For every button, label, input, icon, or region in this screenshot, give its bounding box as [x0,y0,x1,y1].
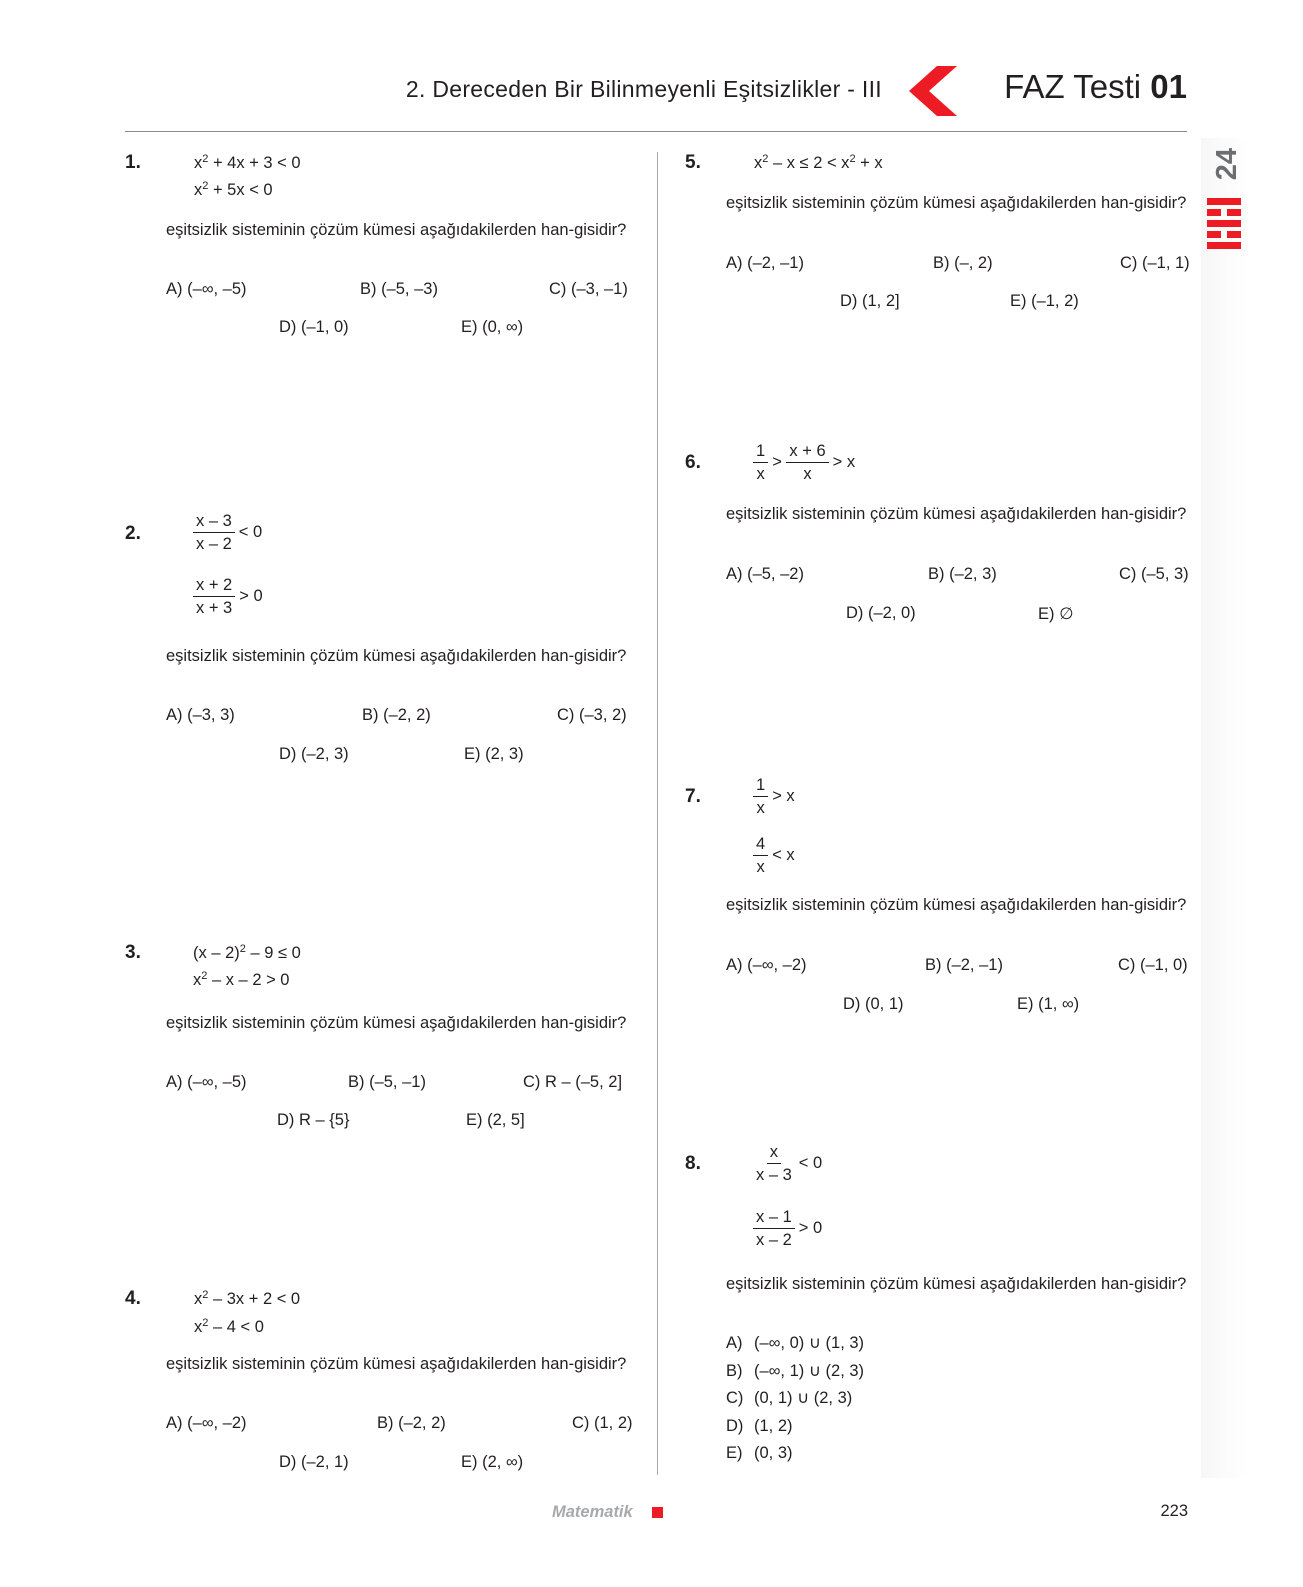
question-5-option-d[interactable]: D) (1, 2] [840,292,900,310]
question-5-option-a[interactable]: A) (–2, –1) [726,254,804,272]
question-6-option-a[interactable]: A) (–5, –2) [726,565,804,583]
option-value: (0, 3) [754,1444,793,1462]
question-7-stem: eşitsizlik sisteminin çözüm kümesi aşağıdakilerden han-gisidir? [726,896,1187,914]
question-3-option-c[interactable]: C) R – (–5, 2] [523,1073,623,1091]
question-8-option-d[interactable] [726,1413,864,1441]
question-1-number: 1. [125,152,141,173]
question-6-number: 6. [685,452,701,473]
question-6-fraction-a-denominator: x [756,465,765,483]
option-value: (–∞, 0) ∪ (1, 3) [754,1334,865,1352]
page-header [125,60,1187,132]
column-divider [657,152,658,1475]
side-tab-number: 24 [1211,148,1243,181]
question-5-option-c[interactable]: C) (–1, 1) [1120,254,1190,272]
question-8-options [726,1330,864,1468]
question-1-stem: eşitsizlik sisteminin çözüm kümesi aşağıdakilerden han-gisidir? [166,221,627,239]
question-8-fraction-1-relation: < 0 [798,1153,823,1172]
question-1-line-2: $x^2 + 5x < 0$ [194,180,273,199]
red-chevron-icon [907,66,959,116]
option-key: A) [726,1334,743,1352]
question-2-fraction-1-numerator: x – 3 [193,510,235,533]
question-3-line-2: $x^2 - x - 2 > 0$ [193,970,290,989]
question-4-stem: eşitsizlik sisteminin çözüm kümesi aşağıdakilerden han-gisidir? [166,1355,627,1373]
question-4-option-a[interactable]: A) (–∞, –2) [166,1414,247,1432]
question-8-option-c[interactable] [726,1385,864,1413]
question-7-fraction-2-numerator: 4 [753,833,768,856]
page-number: 223 [1160,1502,1188,1520]
test-label: FAZ Testi [1004,68,1142,105]
test-number: 01 [1150,68,1187,105]
question-2-option-e[interactable]: E) (2, 3) [464,745,524,763]
question-3-option-a[interactable]: A) (–∞, –5) [166,1073,247,1091]
question-7-option-b[interactable]: B) (–2, –1) [925,956,1003,974]
question-6-fraction-a-numerator: 1 [753,440,768,463]
question-8-option-a[interactable] [726,1330,864,1358]
question-6-option-b[interactable]: B) (–2, 3) [928,565,997,583]
question-7-fraction-1-denominator: x [756,799,765,817]
question-3-option-e[interactable]: E) (2, 5] [466,1111,525,1129]
question-2-stem: eşitsizlik sisteminin çözüm kümesi aşağıdakilerden han-gisidir? [166,647,627,665]
question-8-fraction-1-numerator: x [767,1141,781,1164]
question-8-stem: eşitsizlik sisteminin çözüm kümesi aşağıdakilerden han-gisidir? [726,1275,1187,1293]
question-7-option-a[interactable]: A) (–∞, –2) [726,956,807,974]
question-2-option-c[interactable]: C) (–3, 2) [557,706,627,724]
exponent: 2 [202,1317,209,1329]
question-2-fraction-2-relation: > 0 [239,586,263,605]
question-3-line-1: (x – 2)$^2$ – 9 ≤ 0 [193,943,301,962]
question-1-option-e[interactable]: E) (0, ∞) [461,318,524,336]
question-2-fraction-2-denominator: x + 3 [196,599,233,617]
question-8-option-e[interactable] [726,1440,864,1468]
exponent: 2 [762,153,769,165]
question-6-option-c[interactable]: C) (–5, 3) [1119,565,1189,583]
question-1-option-d[interactable]: D) (–1, 0) [279,318,349,336]
question-6-option-d[interactable]: D) (–2, 0) [846,604,916,622]
question-2-fraction-1-relation: < 0 [238,522,263,541]
question-6-expression [753,440,855,485]
question-5-number: 5. [685,152,701,173]
red-square-icon [652,1507,663,1518]
question-6-relation-end: > x [832,452,856,471]
option-key: B) [726,1361,743,1380]
question-4-option-d[interactable]: D) (–2, 1) [279,1453,349,1471]
exponent: 2 [202,1289,209,1301]
question-1-line-1: $x^2 + 4x + 3 < 0$ [194,153,301,172]
question-2-fraction-2-numerator: x + 2 [193,574,235,597]
exponent: 2 [849,153,856,165]
question-5-option-e[interactable]: E) (–1, 2) [1010,292,1079,310]
question-7-option-d[interactable]: D) (0, 1) [843,995,904,1013]
question-7-option-e[interactable]: E) (1, ∞) [1017,995,1080,1013]
faz-logo-icon [1207,198,1241,254]
question-3-option-b[interactable]: B) (–5, –1) [348,1073,426,1091]
side-strip [1201,138,1249,1478]
question-4-line-1: $x^2 - 3x + 2 < 0$ [194,1289,301,1308]
header-rule [125,131,1187,132]
question-3-number: 3. [125,942,141,963]
question-7-fraction-1-relation: > x [772,786,795,805]
question-1-option-a[interactable]: A) (–∞, –5) [166,280,247,298]
question-7-fraction-2 [753,833,795,878]
footer-subject: Matematik [552,1503,633,1521]
question-6-relation-mid: > [772,452,782,471]
question-6-stem: eşitsizlik sisteminin çözüm kümesi aşağıdakilerden han-gisidir? [726,505,1187,523]
question-7-fraction-1 [753,774,795,819]
question-6-fraction-b-numerator: x + 6 [786,440,828,463]
option-value: (0, 1) ∪ (2, 3) [754,1389,853,1407]
question-8-fraction-1-denominator: x – 3 [756,1166,792,1184]
question-5-stem: eşitsizlik sisteminin çözüm kümesi aşağıdakilerden han-gisidir? [726,194,1187,212]
question-5-option-b[interactable]: B) (–, 2) [933,254,993,272]
exponent: 2 [202,153,209,165]
question-7-fraction-1-numerator: 1 [753,774,768,797]
option-key: E) [726,1444,743,1462]
question-2-fraction-1 [193,510,262,555]
question-2-option-a[interactable]: A) (–3, 3) [166,706,235,724]
question-8-fraction-2-denominator: x – 2 [756,1231,792,1249]
test-title [1004,68,1187,106]
question-4-line-2: $x^2 - 4 < 0$ [194,1317,264,1336]
question-5-line-1: $x^2 - x \le 2 < x^2 + x$ [754,153,883,172]
question-8-fraction-1 [753,1141,822,1186]
question-7-option-c[interactable]: C) (–1, 0) [1118,956,1188,974]
question-8-option-b[interactable] [726,1358,864,1386]
question-3-option-d[interactable]: D) R – {5} [277,1111,350,1129]
question-4-option-c[interactable]: C) (1, 2) [572,1414,633,1432]
option-key: D) [726,1416,744,1435]
question-2-fraction-1-denominator: x – 2 [196,535,232,553]
question-6-fraction-b-denominator: x [803,465,812,483]
chapter-title: 2. Dereceden Bir Bilinmeyenli Eşitsizlikler - III [405,76,882,102]
question-2-number: 2. [125,523,141,544]
question-2-option-d[interactable]: D) (–2, 3) [279,745,349,763]
option-value: (–∞, 1) ∪ (2, 3) [754,1361,865,1380]
exponent: 2 [201,970,208,982]
question-4-option-e[interactable]: E) (2, ∞) [461,1453,524,1471]
option-value: (1, 2) [754,1416,793,1435]
question-2-fraction-2 [193,574,263,619]
question-7-fraction-2-denominator: x [756,858,765,876]
question-3-stem: eşitsizlik sisteminin çözüm kümesi aşağıdakilerden han-gisidir? [166,1014,627,1032]
question-4-number: 4. [125,1288,141,1309]
question-6-option-e[interactable]: E) ∅ [1038,605,1074,623]
question-1-option-c[interactable]: C) (–3, –1) [549,280,628,298]
question-4-option-b[interactable]: B) (–2, 2) [377,1414,446,1432]
exponent: 2 [202,180,209,192]
question-1-option-b[interactable]: B) (–5, –3) [360,280,438,298]
question-2-option-b[interactable]: B) (–2, 2) [362,706,431,724]
question-7-fraction-2-relation: < x [772,845,795,864]
question-8-fraction-2-relation: > 0 [798,1218,823,1237]
question-8-fraction-2 [753,1206,822,1251]
question-8-number: 8. [685,1153,701,1174]
question-8-fraction-2-numerator: x – 1 [753,1206,795,1229]
question-7-number: 7. [685,786,701,807]
option-key: C) [726,1389,744,1407]
exponent: 2 [239,943,246,955]
